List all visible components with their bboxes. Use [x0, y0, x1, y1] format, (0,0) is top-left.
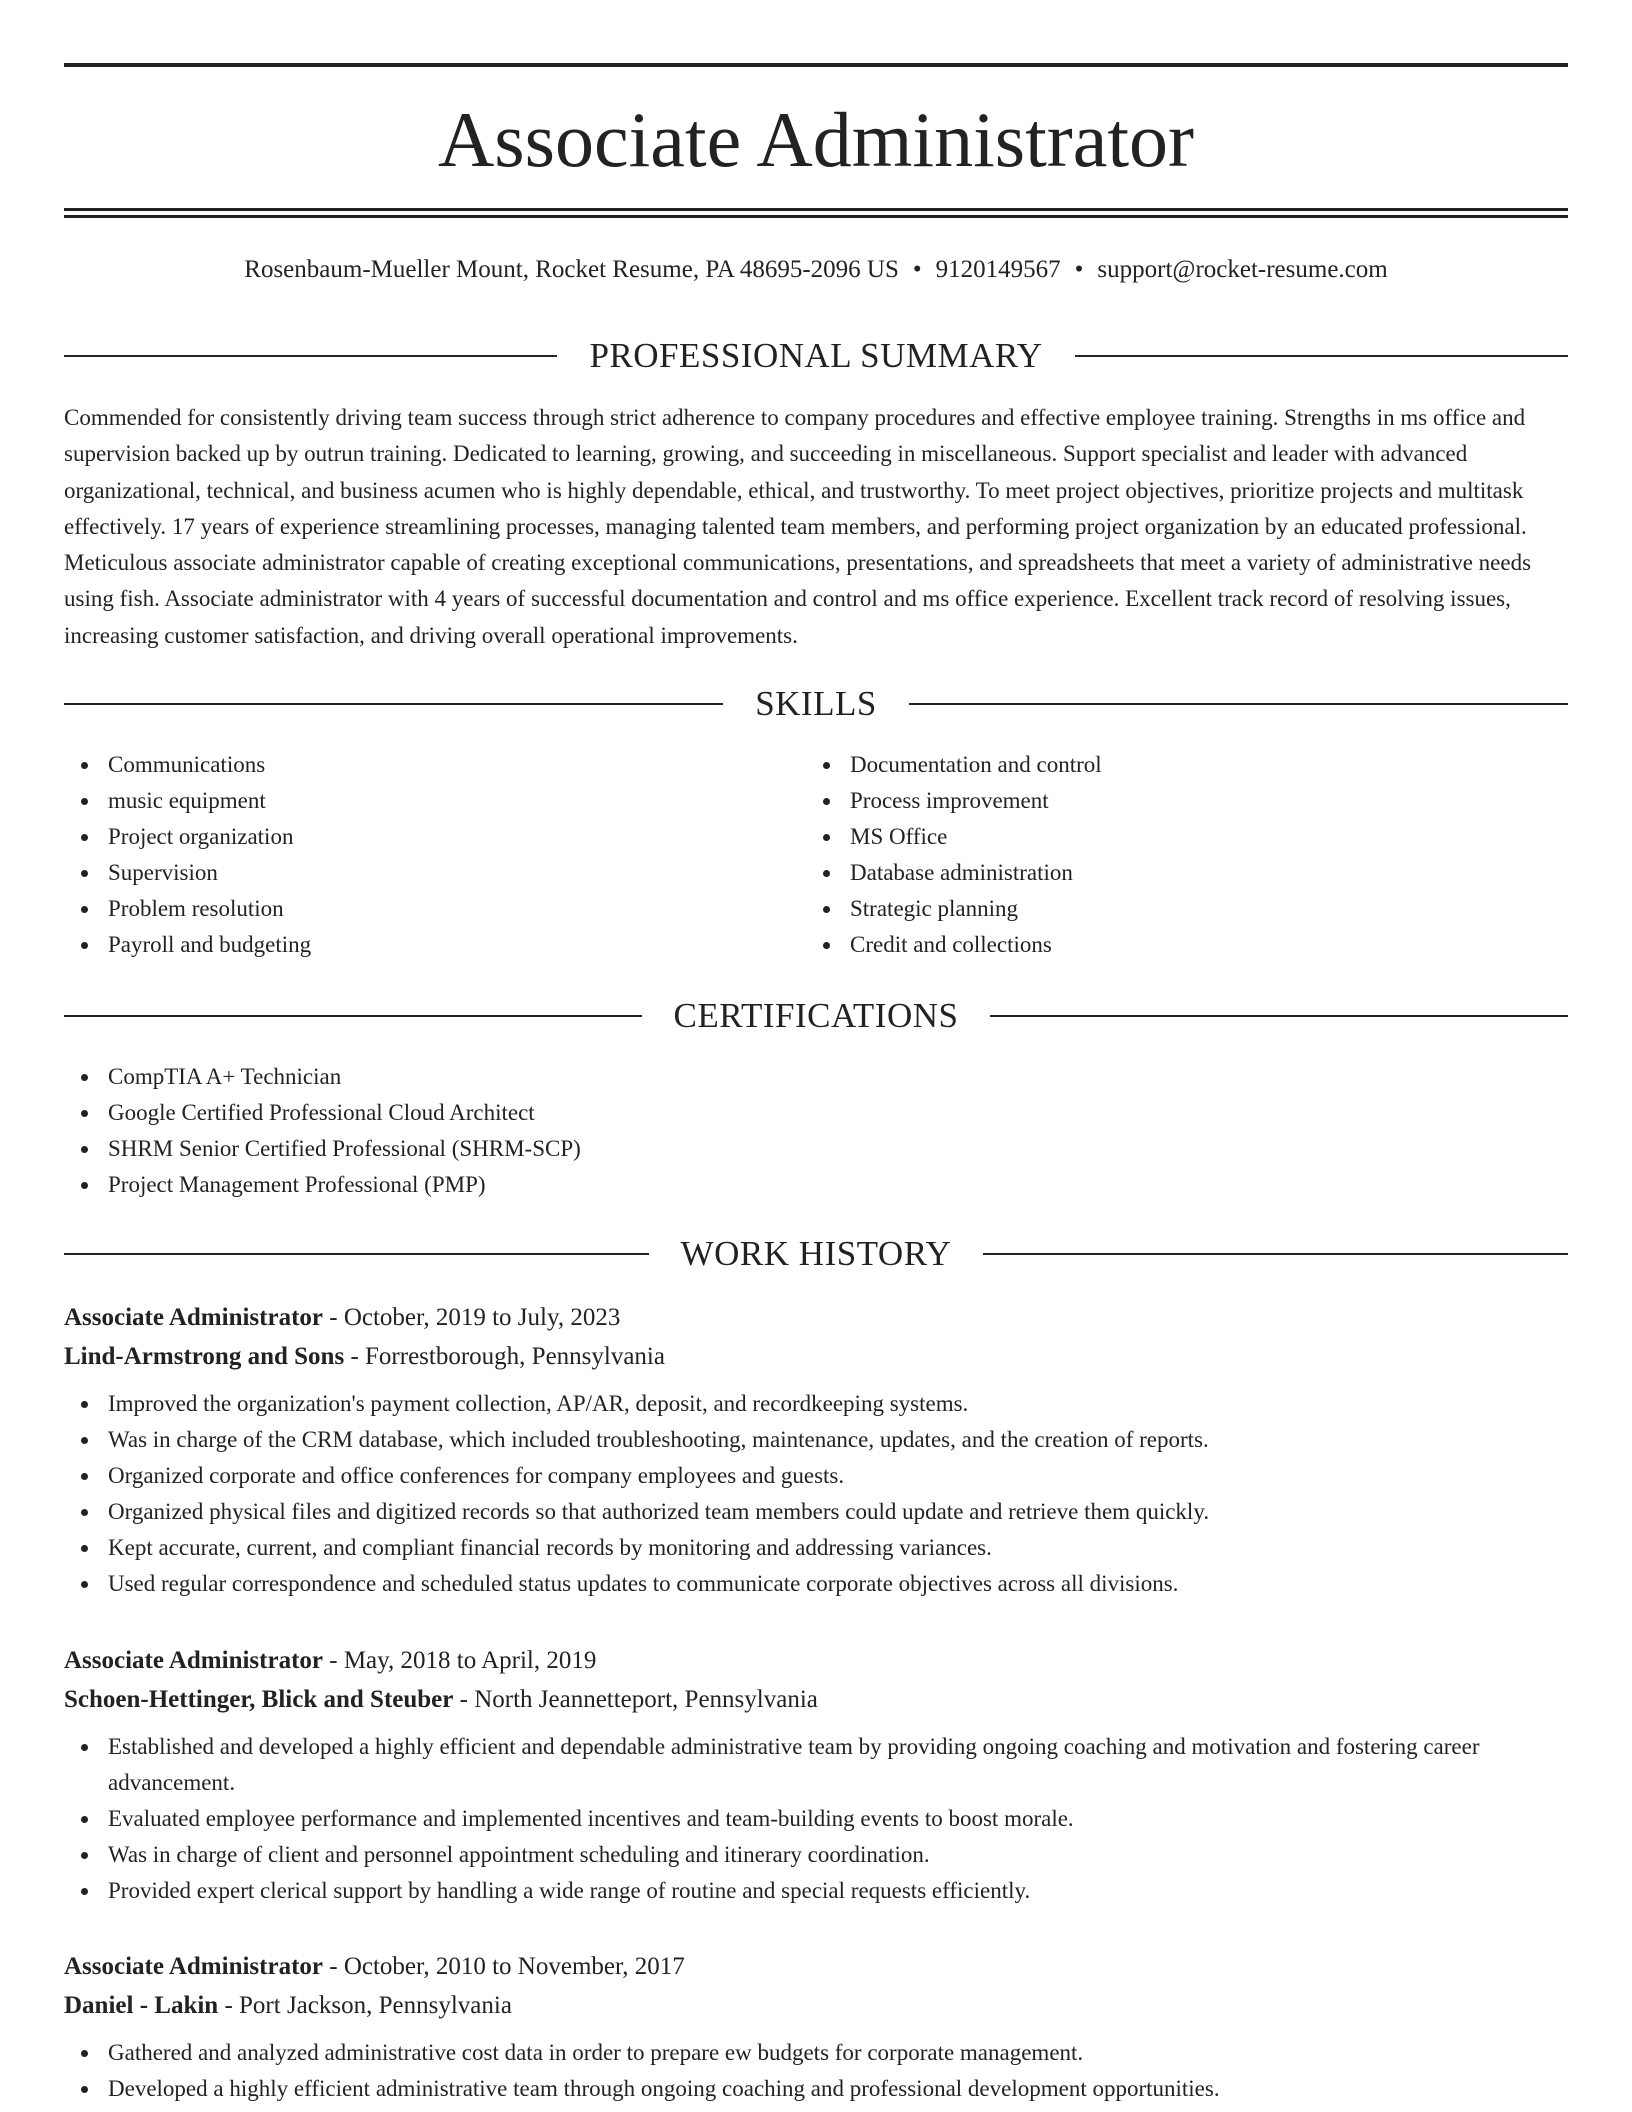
job-role: Associate Administrator	[64, 1647, 323, 1674]
job-bullet: Established and developed a highly efficient and dependable administrative team by providing ongoing coaching and motivation and fostering career advancement.	[64, 1729, 1568, 1801]
job-dates: - October, 2019 to July, 2023	[323, 1304, 621, 1331]
skill-item: music equipment	[64, 783, 804, 819]
skill-item: Payroll and budgeting	[64, 927, 804, 963]
job-entry	[64, 1947, 1568, 2107]
skill-item: Communications	[64, 747, 804, 783]
header-bottom-rule	[64, 208, 1568, 211]
job-company: Lind-Armstrong and Sons	[64, 1343, 345, 1370]
summary-text: Commended for consistently driving team success through strict adherence to company procedures and effective employee training. Strengths in ms office and supervision backed up by outrun training. Dedicated to learning, growing, and succeeding in miscellaneous. Support specialist and leader with advanced organizational, technical, and business acumen who is highly dependable, ethical, and trustworthy. To meet project objectives, prioritize projects and multitask effectively. 17 years of experience streamlining processes, managing talented team members, and performing project organization by an educated professional. Meticulous associate administrator capable of creating exceptional communications, presentations, and spreadsheets that meet a variety of administrative needs using fish. Associate administrator with 4 years of successful documentation and control and ms office experience. Excellent track record of resolving issues, increasing customer satisfaction, and driving overall operational improvements.	[64, 405, 1532, 648]
heading-rule	[909, 703, 1568, 705]
job-bullet: Developed a highly efficient administrative team through ongoing coaching and professional development opportunities.	[64, 2071, 1568, 2107]
contact-line	[64, 252, 1568, 288]
section-heading-certifications	[64, 994, 1568, 1038]
contact-separator: •	[1074, 256, 1084, 283]
skill-item: MS Office	[806, 819, 1566, 855]
job-dates: - October, 2010 to November, 2017	[323, 1953, 685, 1980]
job-bullet: Organized corporate and office conferences for company employees and guests.	[64, 1458, 1568, 1494]
job-bullet: Organized physical files and digitized records so that authorized team members could update and retrieve them quickly.	[64, 1494, 1568, 1530]
job-bullet: Improved the organization's payment collection, AP/AR, deposit, and recordkeeping systems.	[64, 1386, 1568, 1422]
job-bullet: Used regular correspondence and scheduled status updates to communicate corporate objectives across all divisions.	[64, 1566, 1568, 1602]
section-title: SKILLS	[755, 684, 877, 723]
section-title: WORK HISTORY	[680, 1234, 952, 1273]
skill-item: Database administration	[806, 855, 1566, 891]
job-entry	[64, 1298, 1568, 1602]
certifications-list	[64, 1059, 1568, 1203]
job-role: Associate Administrator	[64, 1304, 323, 1331]
job-bullet: Was in charge of client and personnel appointment scheduling and itinerary coordination.	[64, 1837, 1568, 1873]
job-entry	[64, 1641, 1568, 1909]
skill-item: Strategic planning	[806, 891, 1566, 927]
resume-title: Associate Administrator	[437, 96, 1195, 183]
job-bullets	[64, 2035, 1568, 2107]
header-bottom-rule	[64, 215, 1568, 218]
certification-item: Google Certified Professional Cloud Architect	[64, 1095, 1568, 1131]
skill-item: Documentation and control	[806, 747, 1566, 783]
heading-rule	[64, 703, 723, 705]
job-company: Schoen-Hettinger, Blick and Steuber	[64, 1686, 454, 1713]
job-company-line	[64, 1680, 1568, 1719]
job-bullet: Kept accurate, current, and compliant financial records by monitoring and addressing variances.	[64, 1530, 1568, 1566]
job-bullets	[64, 1729, 1568, 1909]
section-heading-work-history	[64, 1232, 1568, 1276]
contact-email: support@rocket-resume.com	[1097, 256, 1388, 283]
heading-rule	[64, 1015, 642, 1017]
contact-separator: •	[912, 256, 922, 283]
section-title: CERTIFICATIONS	[673, 996, 959, 1035]
job-company: Daniel - Lakin	[64, 1992, 219, 2019]
job-bullets	[64, 1386, 1568, 1602]
heading-rule	[64, 355, 557, 357]
job-role: Associate Administrator	[64, 1953, 323, 1980]
job-location: - Port Jackson, Pennsylvania	[218, 1992, 512, 2019]
job-bullet: Provided expert clerical support by handling a wide range of routine and special requests efficiently.	[64, 1873, 1568, 1909]
contact-phone: 9120149567	[935, 256, 1061, 283]
contact-address: Rosenbaum-Mueller Mount, Rocket Resume, PA 48695-2096 US	[244, 256, 899, 283]
heading-rule	[990, 1015, 1568, 1017]
section-title: PROFESSIONAL SUMMARY	[589, 336, 1043, 375]
job-title-line	[64, 1298, 1568, 1337]
certification-item: SHRM Senior Certified Professional (SHRM-SCP)	[64, 1131, 1568, 1167]
job-company-line	[64, 1986, 1568, 2025]
job-bullet: Gathered and analyzed administrative cost data in order to prepare ew budgets for corporate management.	[64, 2035, 1568, 2071]
header-top-rule	[64, 63, 1568, 67]
job-bullet: Was in charge of the CRM database, which included troubleshooting, maintenance, updates, and the creation of reports.	[64, 1422, 1568, 1458]
skill-item: Process improvement	[806, 783, 1566, 819]
heading-rule	[64, 1253, 649, 1255]
certification-item: CompTIA A+ Technician	[64, 1059, 1568, 1095]
heading-rule	[983, 1253, 1568, 1255]
job-title-line	[64, 1641, 1568, 1680]
job-dates: - May, 2018 to April, 2019	[323, 1647, 597, 1674]
skills-list-left	[64, 747, 804, 963]
job-location: - Forrestborough, Pennsylvania	[344, 1343, 665, 1370]
skill-item: Problem resolution	[64, 891, 804, 927]
heading-rule	[1075, 355, 1568, 357]
job-company-line	[64, 1337, 1568, 1376]
skill-item: Supervision	[64, 855, 804, 891]
certification-item: Project Management Professional (PMP)	[64, 1167, 1568, 1203]
job-title-line	[64, 1947, 1568, 1986]
section-heading-skills	[64, 682, 1568, 726]
skills-list-right	[806, 747, 1566, 963]
skill-item: Credit and collections	[806, 927, 1566, 963]
job-bullet: Evaluated employee performance and implemented incentives and team-building events to boost morale.	[64, 1801, 1568, 1837]
skill-item: Project organization	[64, 819, 804, 855]
job-location: - North Jeannetteport, Pennsylvania	[453, 1686, 818, 1713]
section-heading-summary	[64, 334, 1568, 378]
